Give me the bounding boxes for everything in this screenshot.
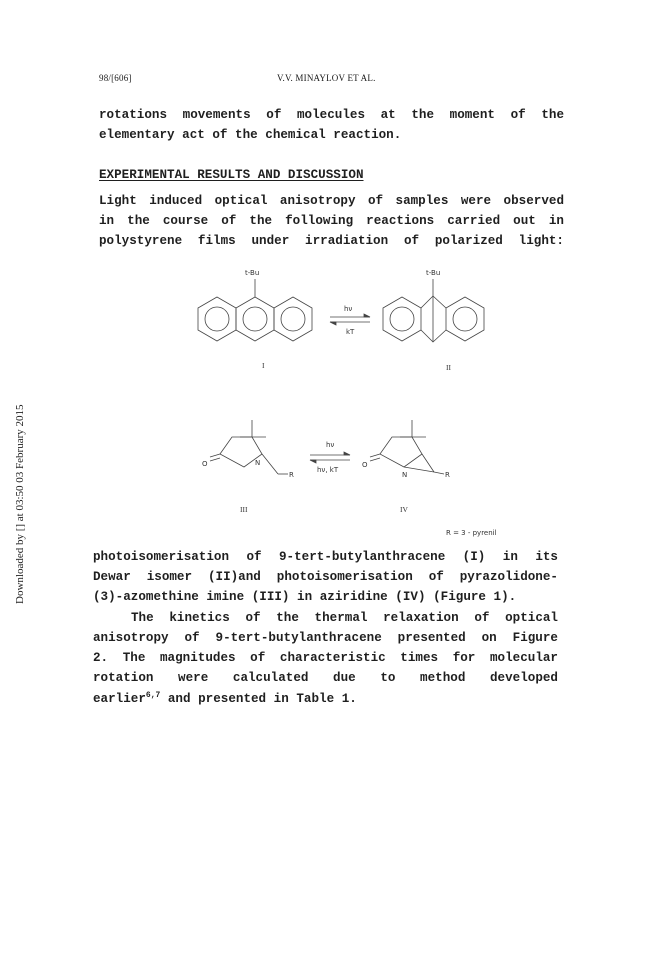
intro-line-2: elementary act of the chemical reaction. [99,128,402,142]
azomethine-imine-structure-III [210,420,288,474]
dewar-structure-II [383,279,484,342]
para3-line-1: The kinetics of the thermal relaxation of optical [131,611,558,625]
carbonyl-label-III: O [202,460,208,468]
para2-line-2: Dewar isomer (II)and photoisomerisation of pyrazolidone- [93,570,558,584]
reference-superscript: 6,7 [145,691,161,700]
compound-label-III: III [240,505,248,514]
para1-line-3: polystyrene films under irradiation of polarized light: [99,234,564,248]
para2-line-3: (3)-azomethine imine (III) in aziridine (IV) (Figure 1). [93,590,517,604]
r-definition: R = 3 - pyrenil [446,529,497,537]
para3-line-5 [93,691,357,706]
earlier-word: earlier [93,692,146,707]
para2-line-1: photoisomerisation of 9-tert-butylanthracene (I) in its [93,550,558,564]
aziridine-structure-IV [370,420,444,474]
para1-line-2: in the course of the following reactions carried out in [99,214,564,228]
arrow-back-label-2: hν, kT [317,466,339,474]
arrow-forward-label-1: hν [344,305,353,313]
page-number: 98/[606] [99,73,132,83]
compound-label-I: I [262,361,265,370]
tbu-label-II: t-Bu [426,269,441,277]
nitrogen-label-III: N [255,459,261,467]
r-group-label-IV: R [445,471,450,479]
r-group-label-III: R [289,471,294,479]
para3-line-3: 2. The magnitudes of characteristic times for molecular [93,651,558,665]
para3-line-4: rotation were calculated due to method developed [93,671,558,685]
carbonyl-label-IV: O [362,461,368,469]
tbu-label-I: t-Bu [245,269,260,277]
compound-label-IV: IV [400,505,408,514]
compound-label-II: II [446,363,451,372]
section-heading: EXPERIMENTAL RESULTS AND DISCUSSION [99,168,364,182]
intro-line-1: rotations movements of molecules at the moment of the [99,108,564,122]
table-reference-text: and presented in Table 1. [160,692,357,707]
para1-line-1: Light induced optical anisotropy of samples were observed [99,194,564,208]
reaction-scheme [180,262,520,542]
equilibrium-arrows-1 [330,314,370,325]
equilibrium-arrows-2 [310,452,350,463]
para3-line-2: anisotropy of 9-tert-butylanthracene presented on Figure [93,631,558,645]
arrow-forward-label-2: hν [326,441,335,449]
running-head: V.V. MINAYLOV ET AL. [277,73,376,83]
arrow-back-label-1: kT [346,328,355,336]
download-watermark: Downloaded by [] at 03:50 03 February 2015 [14,404,26,604]
nitrogen-label-IV: N [402,471,408,479]
anthracene-structure-I [198,279,312,341]
